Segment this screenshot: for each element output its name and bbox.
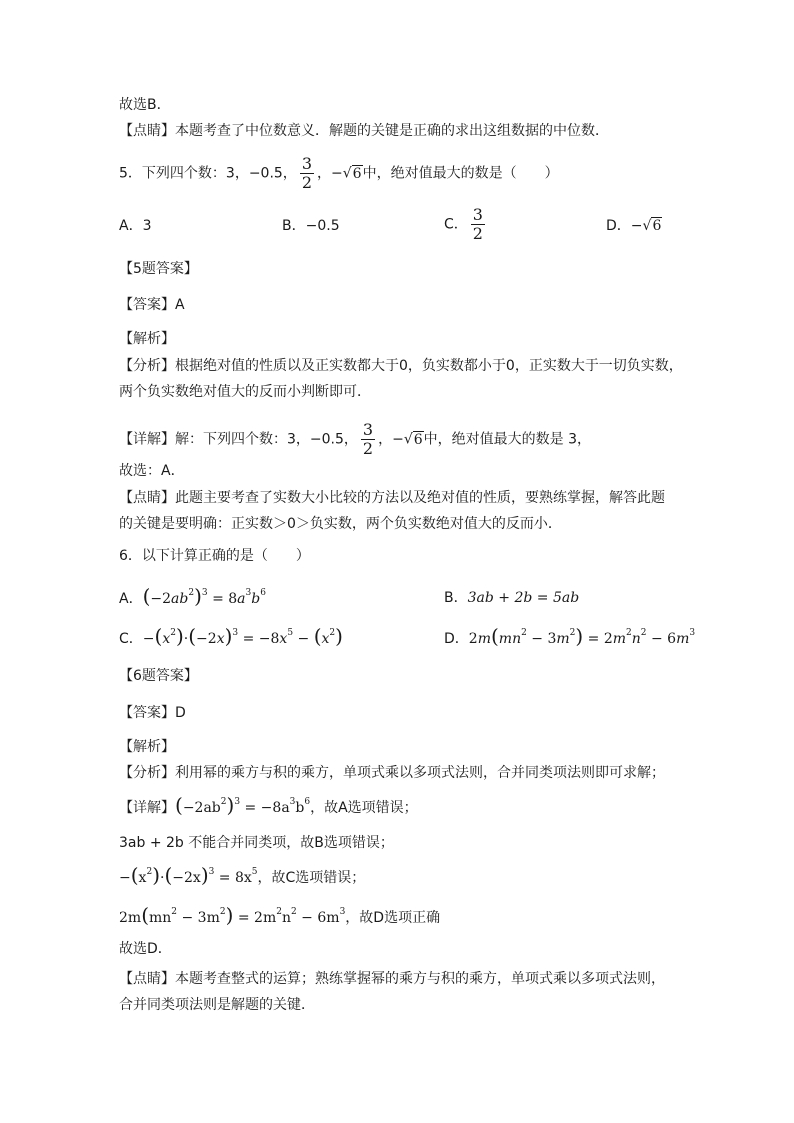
q6-detail-a-suffix: ，故A选项错误； bbox=[310, 800, 418, 816]
q6-answer-heading: 【6题答案】 bbox=[119, 668, 198, 684]
q5-comment-1: 【点睛】此题主要考查了实数大小比较的方法以及绝对值的性质，要熟练掌握，解答此题 bbox=[119, 490, 665, 506]
q6-conclusion: 故选D． bbox=[119, 941, 172, 957]
sqrt-radicand: 6 bbox=[352, 165, 362, 182]
q5-stem-post: 中，绝对值最大的数是（ ） bbox=[362, 165, 559, 182]
frac-den: 2 bbox=[472, 224, 483, 243]
fraction-3-2 bbox=[361, 421, 375, 458]
q5-option-d-label: D．− bbox=[606, 218, 643, 234]
q6-detail-a-expr: $(-2ab^2)^3 = -8a^3b^6$ bbox=[175, 793, 311, 817]
q6-option-c-label: C． bbox=[119, 631, 143, 647]
fraction-3-2 bbox=[300, 155, 314, 192]
q5-comment-2: 的关键是要明确：正实数＞0＞负实数，两个负实数绝对值大的反而小． bbox=[119, 516, 562, 532]
comment-line: 【点睛】本题考查了中位数意义．解题的关键是正确的求出这组数据的中位数． bbox=[119, 123, 609, 139]
frac-den: 2 bbox=[362, 439, 374, 458]
q6-option-c bbox=[119, 626, 343, 649]
q5-detail-post: 中，绝对值最大的数是 3， bbox=[423, 431, 592, 448]
q5-detail-mid: ，− bbox=[378, 431, 404, 448]
q6-option-b-label: B． bbox=[444, 590, 468, 606]
conclusion-line: 故选B． bbox=[119, 97, 171, 113]
q6-detail-c-suffix: ，故C选项错误； bbox=[257, 870, 366, 886]
q5-stem-mid: ，− bbox=[317, 165, 343, 182]
q5-analysis-heading: 【解析】 bbox=[119, 331, 175, 347]
q6-answer: 【答案】D bbox=[119, 705, 186, 721]
fraction-3-2 bbox=[471, 206, 485, 243]
q6-analysis: 【分析】利用幂的乘方与积的乘方，单项式乘以多项式法则，合并同类项法则即可求解； bbox=[119, 765, 665, 781]
sqrt-6: √6 bbox=[342, 165, 362, 182]
q6-detail-d bbox=[119, 905, 440, 928]
q6-detail-c bbox=[119, 865, 365, 888]
q6-detail-c-expr: $-(x^2)\cdot(-2x)^3 = 8x^5$ bbox=[119, 863, 258, 887]
q5-option-b: B．−0.5 bbox=[282, 218, 340, 234]
q5-option-d bbox=[606, 216, 662, 236]
q6-comment-1: 【点睛】本题考查整式的运算；熟练掌握幂的乘方与积的乘方，单项式乘以多项式法则， bbox=[119, 971, 665, 987]
sqrt-6: √6 bbox=[642, 218, 662, 234]
q6-detail-label: 【详解】 bbox=[119, 800, 175, 816]
q6-option-b bbox=[444, 588, 579, 608]
sqrt-6: √6 bbox=[403, 431, 423, 448]
q6-analysis-heading: 【解析】 bbox=[119, 739, 175, 755]
q5-option-a: A．3 bbox=[119, 218, 152, 234]
sqrt-radicand: 6 bbox=[652, 218, 662, 234]
q6-option-b-expr: 3ab + 2b = 5ab bbox=[467, 590, 580, 606]
q6-detail-d-expr: $2m(mn^2 - 3m^2) = 2m^2n^2 - 6m^3$ bbox=[119, 903, 346, 927]
q6-option-a bbox=[119, 586, 266, 609]
q6-option-a-label: A． bbox=[119, 591, 143, 607]
q6-stem: 6．以下计算正确的是（ ） bbox=[119, 548, 310, 564]
q5-stem bbox=[119, 155, 559, 192]
frac-num: 3 bbox=[301, 154, 312, 173]
q6-option-a-expr: $(-2ab^2)^3 = 8a^3b^6$ bbox=[142, 584, 266, 608]
q6-option-d-label: D． bbox=[444, 631, 469, 647]
q5-conclusion: 故选：A． bbox=[119, 463, 185, 479]
frac-num: 3 bbox=[362, 420, 374, 439]
sqrt-radicand: 6 bbox=[413, 431, 423, 448]
q6-option-d bbox=[444, 626, 695, 649]
q6-detail-a bbox=[119, 795, 418, 818]
q6-detail-d-suffix: ，故D选项正确 bbox=[345, 910, 441, 926]
frac-num: 3 bbox=[472, 205, 483, 224]
q5-answer: 【答案】A bbox=[119, 297, 185, 313]
q5-analysis-1: 【分析】根据绝对值的性质以及正实数都大于0，负实数都小于0，正实数大于一切负实数， bbox=[119, 358, 683, 374]
q5-stem-pre: 5．下列四个数：3，−0.5， bbox=[119, 165, 297, 182]
q5-answer-heading: 【5题答案】 bbox=[119, 261, 198, 277]
q5-option-c-label: C． bbox=[444, 216, 468, 233]
q5-option-c bbox=[444, 206, 488, 243]
frac-den: 2 bbox=[301, 173, 312, 192]
q5-detail-pre: 【详解】解：下列四个数：3，−0.5， bbox=[119, 431, 358, 448]
q5-detail bbox=[119, 421, 591, 458]
q6-detail-b: 3ab + 2b 不能合并同类项，故B选项错误； bbox=[119, 835, 394, 851]
q5-analysis-2: 两个负实数绝对值大的反而小判断即可． bbox=[119, 384, 371, 400]
q6-option-d-expr: $2m(mn^2 - 3m^2) = 2m^2n^2 - 6m^3$ bbox=[468, 624, 696, 648]
q6-comment-2: 合并同类项法则是解题的关键． bbox=[119, 997, 315, 1013]
q6-option-c-expr: $-(x^2)\cdot(-2x)^3 = -8x^5 - (x^2)$ bbox=[142, 624, 343, 648]
